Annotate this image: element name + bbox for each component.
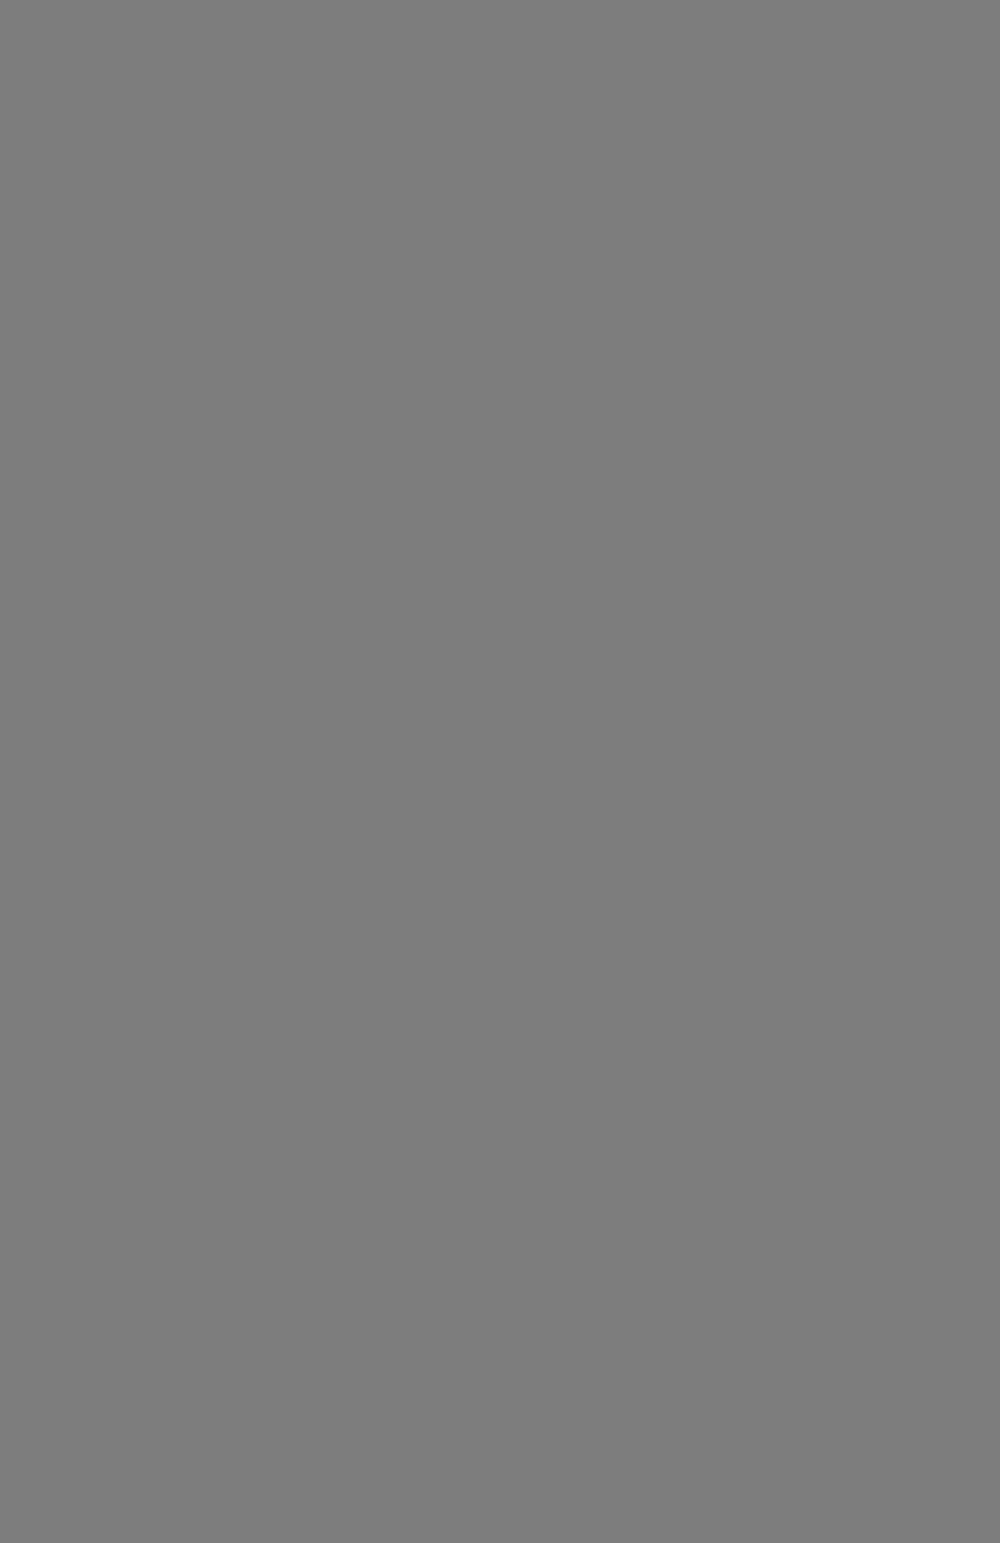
text-body — [100, 58, 968, 88]
